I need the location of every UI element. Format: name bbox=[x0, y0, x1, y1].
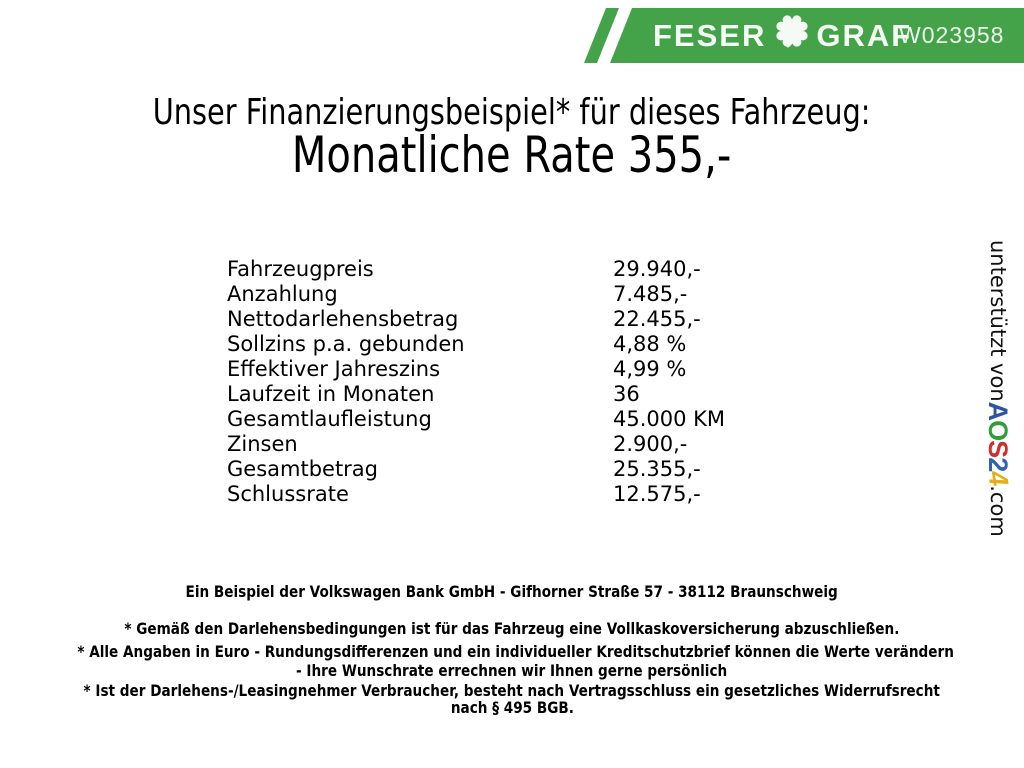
disclaimer-text: * Gemäß den Darlehensbedingungen ist für das Fahrzeug eine Vollkaskoversicherung abzuschließen. bbox=[124, 619, 900, 638]
aos24-letter: O bbox=[983, 420, 1014, 441]
supporter-prefix: unterstützt von bbox=[986, 240, 1010, 402]
vehicle-code: W023958 bbox=[899, 22, 1005, 48]
table-row bbox=[227, 482, 827, 507]
table-row bbox=[227, 457, 827, 482]
offer-headline-text: Unser Finanzierungsbeispiel* für dieses Fahrzeug: bbox=[153, 92, 871, 133]
monthly-rate-text: Monatliche Rate 355,- bbox=[292, 126, 732, 184]
row-label: Sollzins p.a. gebunden bbox=[227, 332, 465, 356]
row-label: Zinsen bbox=[227, 432, 298, 456]
row-label: Fahrzeugpreis bbox=[227, 257, 374, 281]
disclaimer-line bbox=[0, 642, 1024, 661]
disclaimer-text: nach § 495 BGB. bbox=[450, 698, 574, 717]
row-label: Gesamtbetrag bbox=[227, 457, 379, 481]
table-row bbox=[227, 407, 827, 432]
table-row bbox=[227, 382, 827, 407]
row-value: 45.000 KM bbox=[613, 407, 726, 431]
brand-logo bbox=[653, 8, 912, 63]
row-value: 4,99 % bbox=[613, 357, 687, 381]
disclaimer-text: - Ihre Wunschrate errechnen wir Ihnen gerne persönlich bbox=[296, 661, 728, 680]
supporter-suffix: .com bbox=[986, 485, 1010, 537]
clover-icon bbox=[775, 14, 809, 60]
row-value: 25.355,- bbox=[613, 457, 701, 481]
aos24-logo bbox=[983, 402, 1014, 486]
row-value: 22.455,- bbox=[613, 307, 701, 331]
row-label: Gesamtlaufleistung bbox=[227, 407, 432, 431]
disclaimer-line bbox=[0, 661, 1024, 680]
disclaimer-text: * Alle Angaben in Euro - Rundungsdifferenzen und ein individueller Kreditschutzbrief können die Werte verändern bbox=[77, 642, 954, 661]
disclaimer-text: * Ist der Darlehens-/Leasingnehmer Verbraucher, besteht nach Vertragsschluss ein gesetzliches Widerrufsrecht bbox=[83, 681, 941, 700]
row-value: 29.940,- bbox=[613, 257, 701, 281]
row-label: Nettodarlehensbetrag bbox=[227, 307, 459, 331]
aos24-letter: A bbox=[983, 401, 1014, 421]
row-value: 7.485,- bbox=[613, 282, 688, 306]
row-label: Schlussrate bbox=[227, 482, 349, 506]
row-value: 36 bbox=[613, 382, 640, 406]
disclaimer-line bbox=[0, 698, 1024, 717]
table-row bbox=[227, 282, 827, 307]
bank-example-text: Ein Beispiel der Volkswagen Bank GmbH - Gifhorner Straße 57 - 38112 Braunschweig bbox=[185, 582, 839, 601]
table-row bbox=[227, 257, 827, 282]
row-label: Anzahlung bbox=[227, 282, 338, 306]
brand-word-feser: FESER bbox=[653, 17, 767, 53]
supporter-strip bbox=[975, 240, 1021, 537]
table-row bbox=[227, 357, 827, 382]
table-row bbox=[227, 307, 827, 332]
table-row bbox=[227, 332, 827, 357]
aos24-letter: 2 bbox=[983, 457, 1014, 472]
brand-word-graf: GRAF bbox=[816, 17, 913, 53]
row-value: 2.900,- bbox=[613, 432, 688, 456]
row-value: 4,88 % bbox=[613, 332, 687, 356]
disclaimer-line bbox=[0, 619, 1024, 638]
monthly-rate-headline bbox=[0, 126, 1024, 184]
brand-banner bbox=[0, 8, 1024, 63]
row-label: Laufzeit in Monaten bbox=[227, 382, 435, 406]
bank-example-line bbox=[0, 582, 1024, 601]
aos24-letter: 4 bbox=[982, 469, 1015, 488]
finance-table bbox=[227, 257, 827, 507]
row-value: 12.575,- bbox=[613, 482, 701, 506]
aos24-letter: S bbox=[983, 440, 1014, 458]
row-label: Effektiver Jahreszins bbox=[227, 357, 441, 381]
table-row bbox=[227, 432, 827, 457]
